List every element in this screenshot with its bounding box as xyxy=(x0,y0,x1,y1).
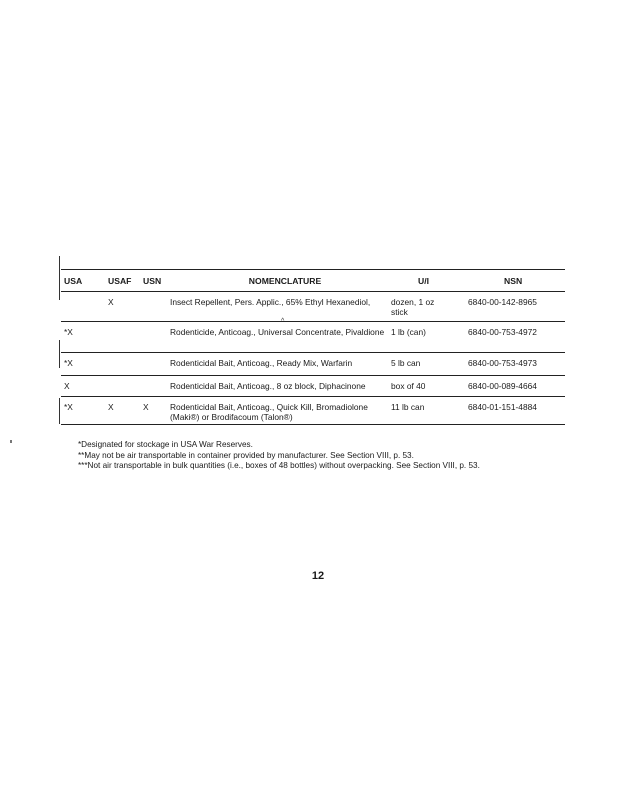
stray-mark xyxy=(10,440,12,443)
table-row xyxy=(61,376,565,397)
cell-nomenclature: Rodenticide, Anticoag., Universal Concentrate, Pivaldione xyxy=(170,327,385,337)
header-usn: USN xyxy=(143,276,162,286)
cell-nomenclature: Rodenticidal Bait, Anticoag., Quick Kill, Bromadiolone (Maki®) or Brodifacoum (Talon®) xyxy=(170,402,368,422)
table-row xyxy=(61,353,565,376)
cell-nomenclature: Rodenticidal Bait, Anticoag., 8 oz block, Diphacinone xyxy=(170,381,366,391)
cell-ui: 11 lb can xyxy=(391,402,425,412)
margin-mark xyxy=(59,256,60,300)
cell-usa: *X xyxy=(64,358,73,368)
table-row xyxy=(61,292,565,322)
cell-usaf: X xyxy=(108,402,114,412)
margin-mark xyxy=(59,340,60,368)
cell-ui: dozen, 1 oz stick xyxy=(391,297,435,317)
cell-nomenclature: Rodenticidal Bait, Anticoag., Ready Mix, Warfarin xyxy=(170,358,353,368)
cell-ui: 1 lb (can) xyxy=(391,327,426,337)
supply-table xyxy=(61,269,565,425)
cell-usaf: X xyxy=(108,297,114,307)
header-usaf: USAF xyxy=(108,276,132,286)
cell-nomenclature: Insect Repellent, Pers. Applic., 65% Ethyl Hexanediol, xyxy=(170,297,371,307)
footnote: *Designated for stockage in USA War Reserves. xyxy=(78,440,253,449)
table-row xyxy=(61,318,565,353)
cell-nsn: 6840-00-089-4664 xyxy=(468,381,537,391)
footnotes xyxy=(78,440,598,472)
header-nsn: NSN xyxy=(504,276,523,286)
footnote: ***Not air transportable in bulk quantities (i.e., boxes of 48 bottles) without overpacking. See Section VIII, p. 53. xyxy=(78,461,480,470)
margin-mark xyxy=(59,398,60,424)
cell-usa: X xyxy=(64,381,70,391)
cell-nsn: 6840-00-753-4972 xyxy=(468,327,537,337)
cell-usa: *X xyxy=(64,327,73,337)
caret-mark: ^ xyxy=(281,318,285,325)
cell-usn: X xyxy=(143,402,149,412)
cell-usa: *X xyxy=(64,402,73,412)
header-nomenclature: NOMENCLATURE xyxy=(248,276,322,286)
footnote: **May not be air transportable in container provided by manufacturer. See Section VIII, p. 53. xyxy=(78,450,414,460)
cell-nsn: 6840-01-151-4884 xyxy=(468,402,537,412)
cell-nsn: 6840-00-753-4973 xyxy=(468,358,537,368)
page-number: 12 xyxy=(311,570,325,582)
table-header xyxy=(61,270,565,291)
header-usa: USA xyxy=(64,276,83,286)
cell-nsn: 6840-00-142-8965 xyxy=(468,297,537,307)
cell-ui: 5 lb can xyxy=(391,358,421,368)
header-ui: U/I xyxy=(418,276,429,286)
table-row xyxy=(61,397,565,425)
cell-ui: box of 40 xyxy=(391,381,426,391)
